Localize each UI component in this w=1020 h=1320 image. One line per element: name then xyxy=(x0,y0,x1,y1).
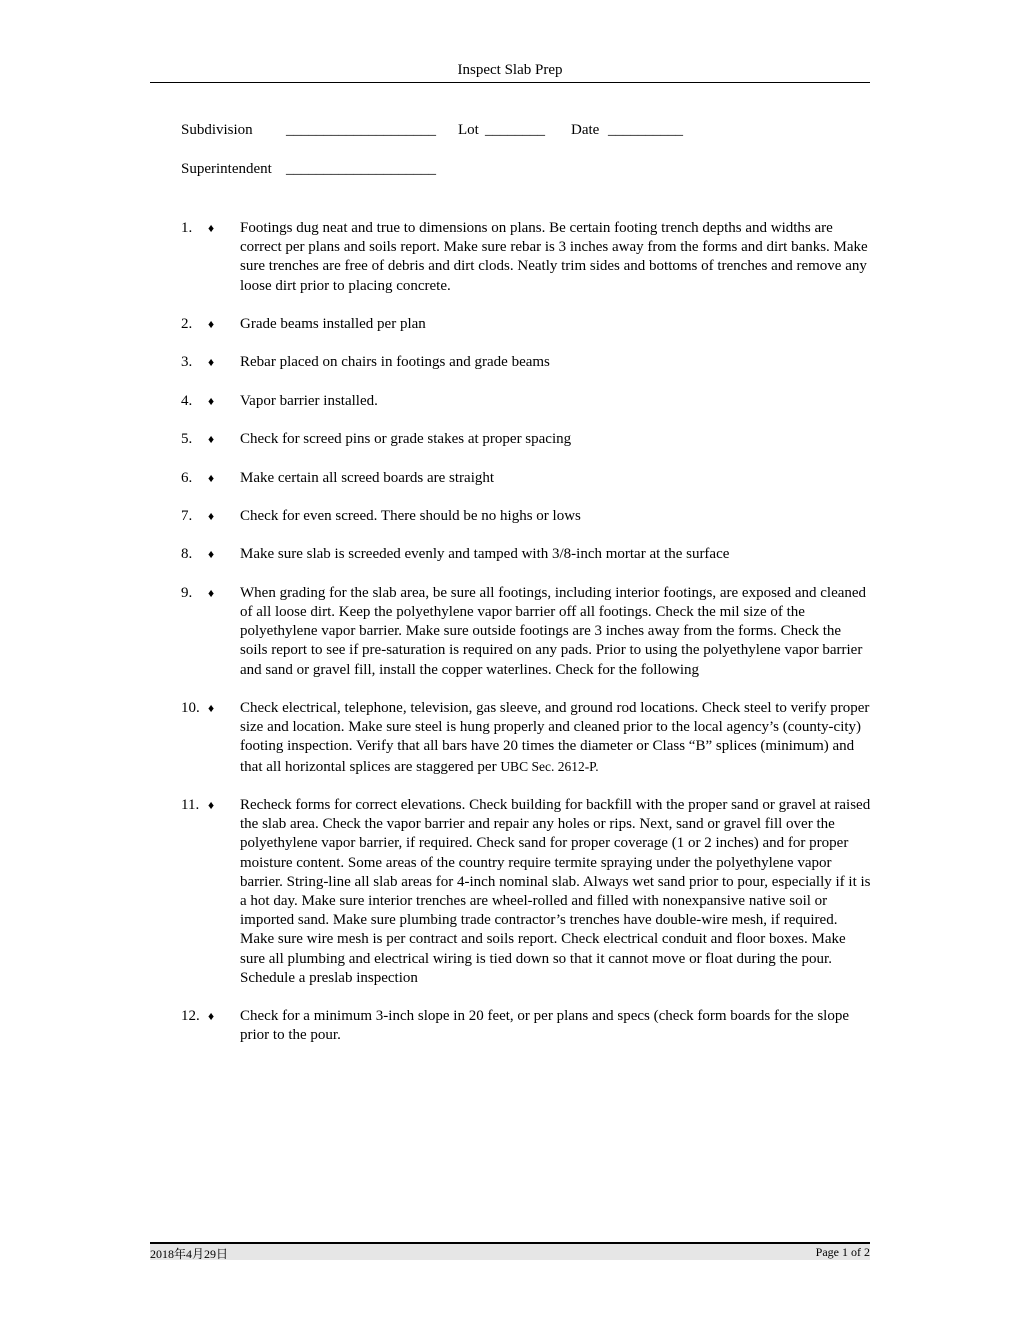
subdivision-field[interactable]: ____________________ xyxy=(286,122,436,138)
item-body: Check electrical, telephone, television, gas sleeve, and ground rod locations. Check steel to verify proper size and location. Make sure steel is hung properly and cleaned prior to the local agency’s (county-city) footing inspection. Verify that all bars have 20 times the diameter or Class “B” splices (minimum) and that all horizontal splices are staggered per xyxy=(240,699,870,775)
item-body: Make certain all screed boards are straight xyxy=(240,469,495,486)
diamond-bullet-icon: ♦ xyxy=(208,221,215,235)
diamond-bullet-icon: ♦ xyxy=(208,355,215,370)
item-body: When grading for the slab area, be sure all footings, including interior footings, are exposed and cleaned of all loose dirt. Keep the polyethylene vapor barrier off all footings. Check the mil size of the polyethylene vapor barrier. Make sure outside footings are 3 inches away from the forms. Check the soils report to see if pre-saturation is required on any pads. Prior to using the polyethylene vapor barrier and sand or gravel fill, install the copper waterlines. Check for the following xyxy=(240,584,867,678)
diamond-bullet-icon: ♦ xyxy=(208,470,215,485)
subdivision-row xyxy=(181,122,683,139)
checklist-item xyxy=(0,353,1020,372)
item-text xyxy=(240,1007,872,1045)
item-text xyxy=(240,699,872,777)
item-body: Footings dug neat and true to dimensions on plans. Be certain footing trench depths and widths are correct per plans and soils report. Make sure rebar is 3 inches away from the forms and dirt banks. Make sure trenches are free of debris and dirt clods. Neatly trim sides and bottoms of trenches and remove any loose dirt prior to placing concrete. xyxy=(240,220,868,294)
date-label: Date xyxy=(571,122,600,138)
checklist-item xyxy=(0,315,1020,334)
footer-date: 2018年4月29日 xyxy=(150,1247,229,1261)
lot-label: Lot xyxy=(458,122,479,138)
code-reference: UBC Sec. 2612-P. xyxy=(500,758,599,774)
item-text xyxy=(240,392,872,411)
item-number: 1. xyxy=(181,220,193,236)
diamond-bullet-icon: ♦ xyxy=(208,547,215,562)
subdivision-label: Subdivision xyxy=(181,122,253,138)
item-number: 8. xyxy=(181,546,193,563)
item-number: 12. xyxy=(181,1008,200,1025)
item-body: Rebar placed on chairs in footings and grade beams xyxy=(240,354,550,371)
item-body: Check for a minimum 3-inch slope in 20 feet, or per plans and specs (check form boards for the slope prior to the pour. xyxy=(240,1008,849,1044)
item-body: Check for screed pins or grade stakes at proper spacing xyxy=(240,431,572,448)
title-divider xyxy=(150,82,870,83)
item-number: 3. xyxy=(181,354,193,371)
item-number: 6. xyxy=(181,469,193,486)
item-text xyxy=(240,796,872,988)
item-body: Check for even screed. There should be no highs or lows xyxy=(240,507,581,524)
item-number: 10. xyxy=(181,699,200,716)
diamond-bullet-icon: ♦ xyxy=(208,393,215,408)
diamond-bullet-icon: ♦ xyxy=(208,432,215,447)
checklist-item xyxy=(0,430,1020,449)
item-number: 2. xyxy=(181,316,193,332)
checklist-item xyxy=(0,699,1020,777)
lot-field[interactable]: ________ xyxy=(485,122,545,138)
item-text xyxy=(240,430,872,449)
item-number: 9. xyxy=(181,584,193,601)
page-title: Inspect Slab Prep xyxy=(457,62,563,78)
checklist-item xyxy=(0,507,1020,526)
item-text xyxy=(240,469,872,488)
diamond-bullet-icon: ♦ xyxy=(208,797,215,812)
superintendent-row xyxy=(181,161,436,178)
item-number: 7. xyxy=(181,507,193,524)
diamond-bullet-icon: ♦ xyxy=(208,317,215,331)
superintendent-field[interactable]: ____________________ xyxy=(286,161,436,177)
diamond-bullet-icon: ♦ xyxy=(208,1009,215,1024)
item-number: 5. xyxy=(181,431,193,448)
checklist-item xyxy=(0,796,1020,988)
checklist-item xyxy=(0,584,1020,680)
checklist xyxy=(0,219,1020,1065)
diamond-bullet-icon: ♦ xyxy=(208,508,215,523)
checklist-item xyxy=(0,545,1020,564)
item-text xyxy=(240,315,872,334)
item-body: Recheck forms for correct elevations. Check building for backfill with the proper sand or gravel at raised the slab area. Check the vapor barrier and repair any holes or rips. Next, sand or gravel fill over the polyethylene vapor barrier, if required. Check sand for proper coverage (1 or 2 inches) and for proper moisture content. Some areas of the country require termite spraying under the polyethylene vapor barrier. String-line all slab areas for 4-inch nominal slab. Always wet sand prior to pour, especially if it is a hot day. Make sure interior trenches are wheel-rolled and filled with nonexpansive native soil or imported sand. Make sure plumbing trade contractor’s trenches have double-wire mesh, if required. Make sure wire mesh is per contract and soils report. Check electrical conduit and floor boxes. Make sure all plumbing and electrical wiring is tied down so that it cannot move or float during the pour. Schedule a preslab inspection xyxy=(240,796,871,986)
superintendent-label: Superintendent xyxy=(181,161,272,177)
diamond-bullet-icon: ♦ xyxy=(208,585,215,600)
date-field[interactable]: __________ xyxy=(608,122,683,138)
item-text xyxy=(240,507,872,526)
checklist-item xyxy=(0,469,1020,488)
checklist-item xyxy=(0,392,1020,411)
item-text xyxy=(240,545,872,564)
item-text xyxy=(240,219,872,296)
item-number: 4. xyxy=(181,392,193,409)
item-body: Grade beams installed per plan xyxy=(240,316,426,332)
diamond-bullet-icon: ♦ xyxy=(208,700,215,715)
footer-page-number: Page 1 of 2 xyxy=(815,1245,870,1259)
checklist-item xyxy=(0,1007,1020,1045)
footer-band xyxy=(150,1244,870,1260)
item-text xyxy=(240,584,872,680)
item-body: Vapor barrier installed. xyxy=(240,392,378,409)
item-number: 11. xyxy=(181,796,200,813)
checklist-item xyxy=(0,219,1020,296)
item-body: Make sure slab is screeded evenly and tamped with 3/8-inch mortar at the surface xyxy=(240,546,730,563)
item-text xyxy=(240,353,872,372)
